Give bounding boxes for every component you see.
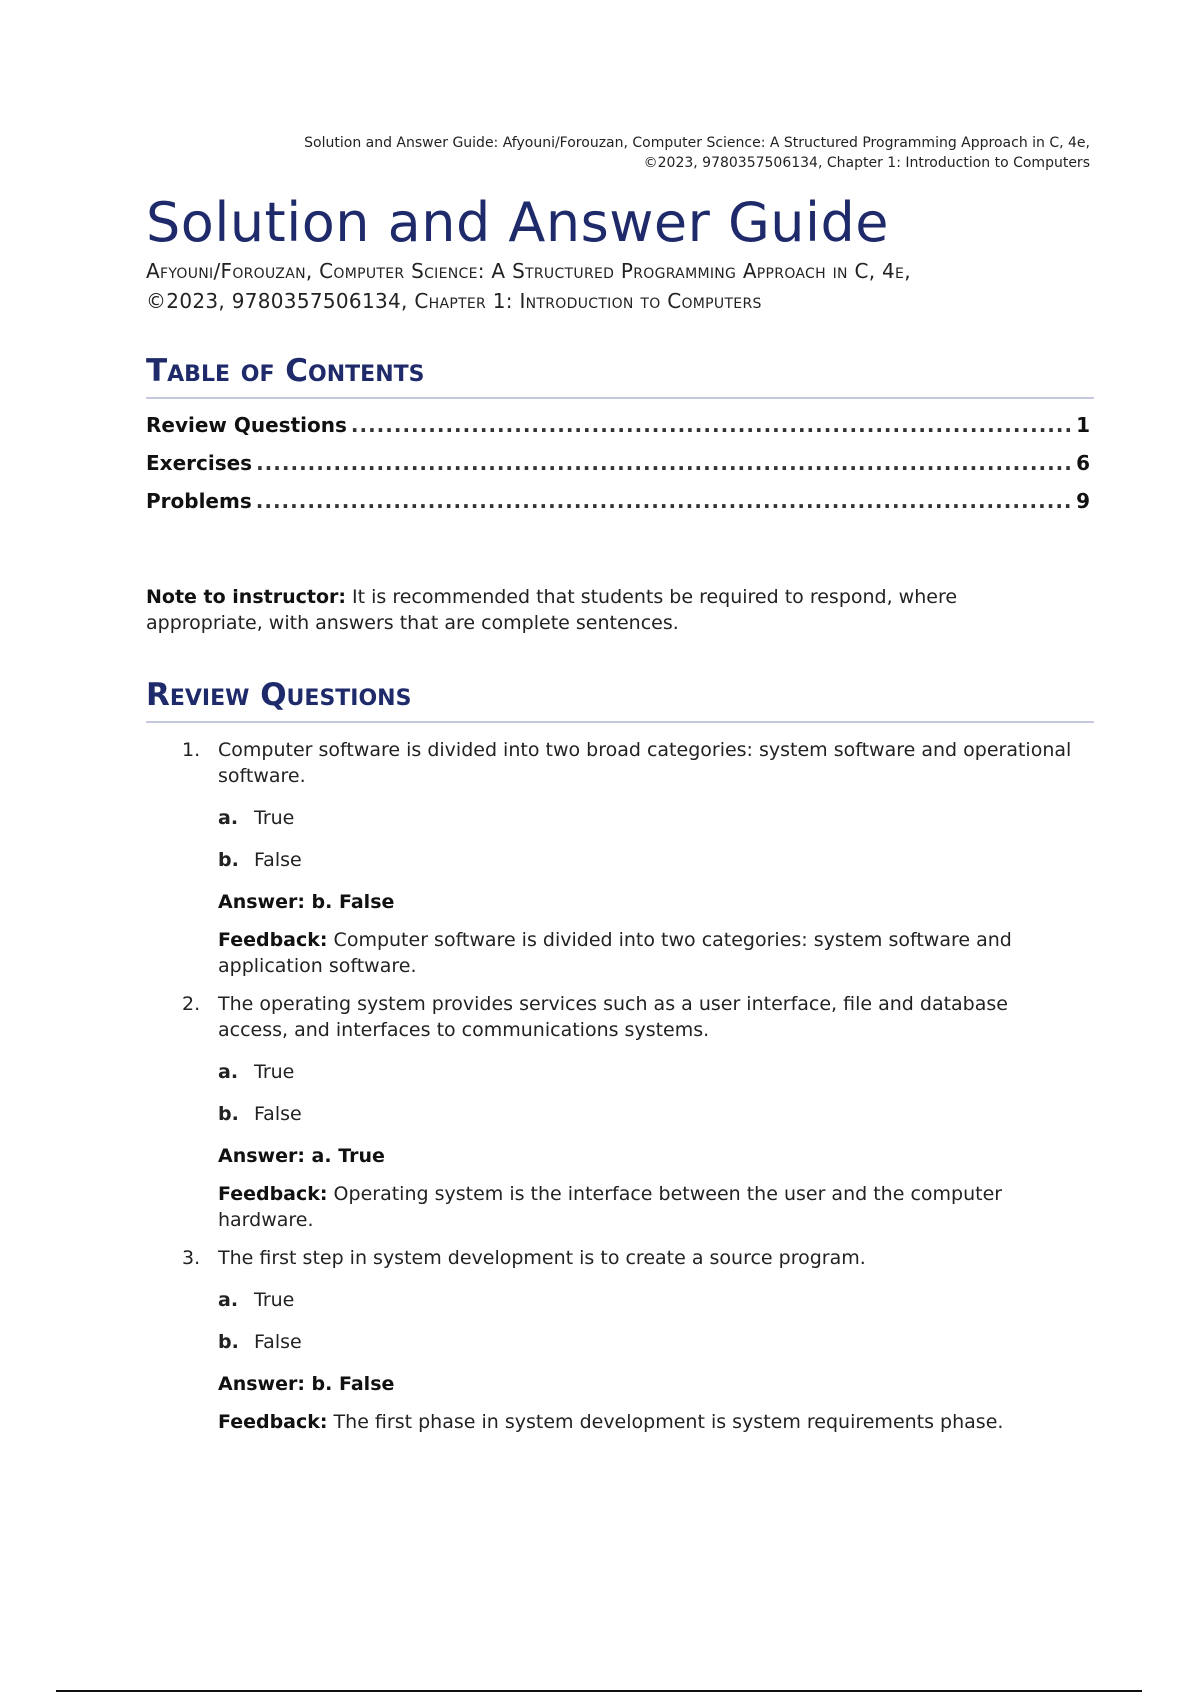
option-item [218,1329,1076,1355]
option-text: True [254,1289,295,1311]
question-number: 2. [182,993,201,1015]
feedback-label: Feedback: [218,1411,328,1433]
note-label: Note to instructor: [146,586,346,608]
option-item [218,1287,1076,1313]
question-text: The first step in system development is to create a source program. [218,1247,866,1269]
question-item [146,1245,1076,1435]
feedback-text: The first phase in system development is system requirements phase. [327,1411,1004,1433]
option-letter: a. [218,1289,239,1311]
toc-leader-dots [256,489,1072,513]
review-questions-list [146,737,1076,1447]
option-item [218,805,1076,831]
answer-line: Answer: a. True [218,1145,385,1167]
question-number: 3. [182,1247,201,1269]
option-item [218,1059,1076,1085]
option-text: False [254,1331,302,1353]
toc-leader-dots [256,451,1072,475]
running-header-line-1: Solution and Answer Guide: Afyouni/Forouzan, Computer Science: A Structured Programming Approach in C, 4e, [304,135,1090,151]
table-of-contents [146,413,1090,527]
option-item [218,1101,1076,1127]
document-subtitle [146,256,1096,316]
toc-entry-page: 1 [1076,413,1090,437]
feedback-line [218,1181,1076,1233]
option-letter: a. [218,807,239,829]
running-header [130,133,1090,173]
option-text: False [254,849,302,871]
running-header-line-2: ©2023, 9780357506134, Chapter 1: Introduction to Computers [643,155,1090,171]
toc-heading: Table of Contents [146,351,1094,399]
toc-entry-label: Exercises [146,451,253,475]
feedback-line [218,1409,1076,1435]
question-item [146,991,1076,1233]
toc-entry-exercises[interactable] [146,451,1090,489]
question-item [146,737,1076,979]
question-text: Computer software is divided into two broad categories: system software and operational software. [218,739,1072,787]
answer-line: Answer: b. False [218,891,395,913]
document-title: Solution and Answer Guide [146,191,890,254]
answer-line: Answer: b. False [218,1373,395,1395]
instructor-note [146,584,1026,636]
footer-rule [56,1690,1142,1692]
feedback-text: Operating system is the interface between the user and the computer hardware. [218,1183,1003,1231]
feedback-text: Computer software is divided into two categories: system software and application software. [218,929,1012,977]
option-item [218,847,1076,873]
feedback-line [218,927,1076,979]
toc-entry-review-questions[interactable] [146,413,1090,451]
subtitle-line-2: ©2023, 9780357506134, Chapter 1: Introduction to Computers [146,289,762,313]
toc-leader-dots [351,413,1072,437]
toc-entry-page: 9 [1076,489,1090,513]
option-letter: b. [218,1331,239,1353]
option-letter: a. [218,1061,239,1083]
toc-entry-page: 6 [1076,451,1090,475]
question-text: The operating system provides services such as a user interface, file and database access, and interfaces to communications systems. [218,993,1008,1041]
review-questions-heading: Review Questions [146,675,1094,723]
option-letter: b. [218,849,239,871]
toc-entry-label: Problems [146,489,252,513]
option-letter: b. [218,1103,239,1125]
toc-entry-problems[interactable] [146,489,1090,527]
option-text: False [254,1103,302,1125]
note-text: It is recommended that students be required to respond, where appropriate, with answers that are complete sentences. [146,586,958,634]
question-number: 1. [182,739,201,761]
option-text: True [254,1061,295,1083]
option-text: True [254,807,295,829]
subtitle-line-1: Afyouni/Forouzan, Computer Science: A Structured Programming Approach in C, 4e, [146,259,911,283]
feedback-label: Feedback: [218,1183,328,1205]
toc-entry-label: Review Questions [146,413,347,437]
feedback-label: Feedback: [218,929,328,951]
